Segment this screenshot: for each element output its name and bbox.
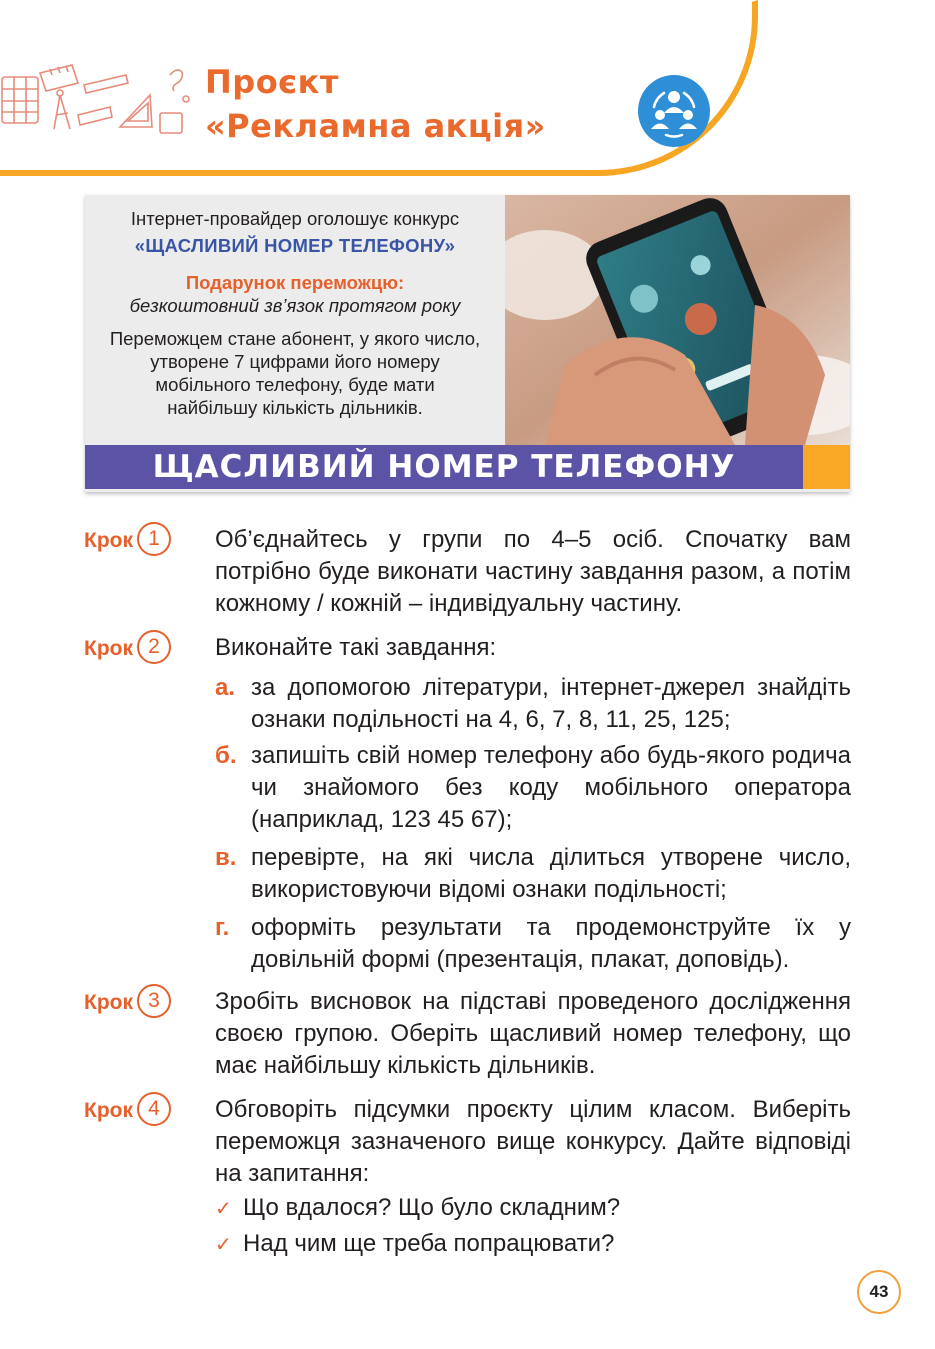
question-text: Над чим ще треба попрацювати? — [243, 1230, 615, 1257]
task-letter: в. — [215, 844, 237, 871]
step-label — [84, 986, 171, 1020]
task-letter: а. — [215, 674, 236, 701]
step-word: Крок — [84, 529, 133, 552]
task-letter: б. — [215, 742, 237, 769]
team-collaboration-icon — [638, 75, 710, 147]
ad-banner — [85, 195, 850, 492]
step-word: Крок — [84, 1099, 133, 1122]
school-supplies-doodle-icon — [0, 55, 195, 140]
task-text: оформіть результати та продемонструйте їх у довільній формі (презентація, плакат, доповідь). — [251, 914, 851, 973]
banner-stripe-accent — [803, 445, 850, 489]
step-number-badge: 1 — [137, 522, 171, 556]
task-text: запишіть свій номер телефону або будь-якого родича чи знайомого без коду мобільного оператора (наприклад, 123 45 67); — [251, 742, 851, 833]
step-label — [84, 524, 171, 558]
task-text: перевірте, на які числа ділиться утворене число, використовуючи відомі ознаки подільності; — [251, 844, 851, 903]
question-item-1 — [215, 1192, 851, 1225]
step-text: Об’єднайтесь у групи по 4–5 осіб. Спочатку вам потрібно буде виконати частину завдання разом, а потім кожному / кожній – індивідуальну частину. — [215, 526, 851, 617]
page-number: 43 — [857, 1270, 901, 1314]
step-word: Крок — [84, 637, 133, 660]
step-text: Зробіть висновок на підставі проведеного дослідження своєю групою. Оберіть щасливий номер телефону, що має найбільшу кількість дільників. — [215, 988, 851, 1079]
step-word: Крок — [84, 991, 133, 1014]
check-mark-icon: ✓ — [215, 1234, 232, 1256]
banner-stripe-title: ЩАСЛИВИЙ НОМЕР ТЕЛЕФОНУ — [85, 445, 803, 489]
step-text: Обговоріть підсумки проєкту цілим класом. Виберіть переможця зазначеного вище конкурсу. Дайте відповіді на запитання: — [215, 1096, 851, 1187]
task-letter: г. — [215, 914, 230, 941]
banner-intro: Інтернет-провайдер оголошує конкурс — [130, 208, 460, 229]
step-number-badge: 3 — [137, 984, 171, 1018]
question-item-2 — [215, 1228, 851, 1261]
title-line-2: «Рекламна акція» — [205, 107, 546, 145]
banner-prize-label: Подарунок переможцю: — [185, 272, 405, 293]
banner-prize-text: безкоштовний зв’язок протягом року — [129, 295, 461, 316]
step-number-badge: 2 — [137, 630, 171, 664]
banner-contest-name: «ЩАСЛИВИЙ НОМЕР ТЕЛЕФОНУ» — [134, 235, 456, 256]
banner-text-block — [85, 195, 505, 445]
step-label — [84, 1094, 171, 1128]
step-number-badge: 4 — [137, 1092, 171, 1126]
question-text: Що вдалося? Що було складним? — [243, 1194, 621, 1221]
page-title — [205, 60, 546, 148]
task-text: за допомогою літератури, інтернет-джерел знайдіть ознаки подільності на 4, 6, 7, 8, 11, 25, 125; — [251, 674, 851, 733]
check-mark-icon: ✓ — [215, 1198, 232, 1220]
hands-holding-smartphone-photo — [505, 195, 850, 445]
step-text: Виконайте такі завдання: — [215, 634, 497, 661]
title-line-1: Проєкт — [205, 63, 339, 101]
banner-rules: Переможцем стане абонент, у якого число, утворене 7 цифрами його номеру мобільного телефону, буде мати найбільшу кількість дільників. — [109, 328, 481, 418]
step-label — [84, 632, 171, 666]
